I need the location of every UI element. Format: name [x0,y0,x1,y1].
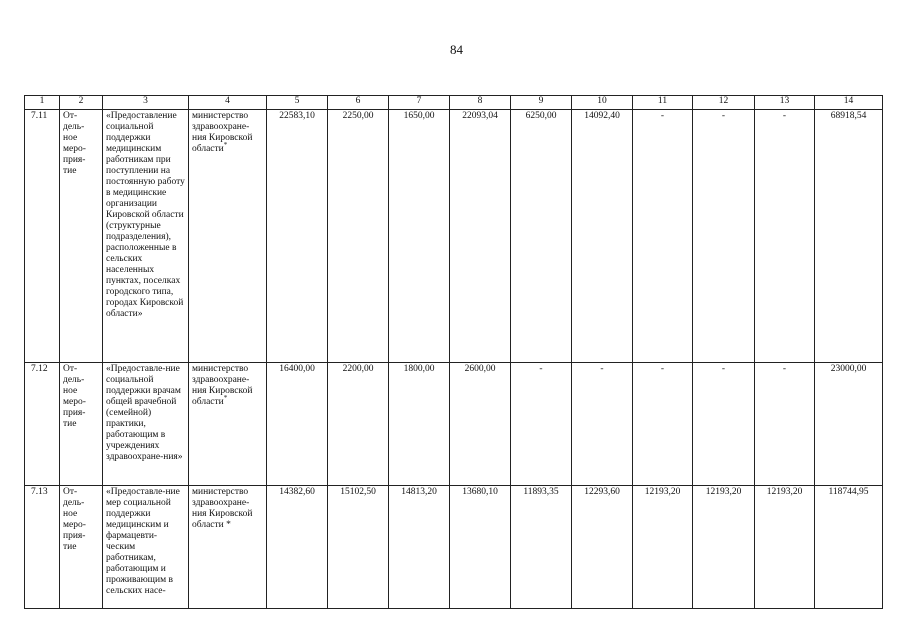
value-cell: - [633,363,693,486]
value-cell: - [572,363,633,486]
total-cell: 23000,00 [815,363,883,486]
value-cell: 2200,00 [328,363,389,486]
row-description: «Предоставле-ние мер социальной поддержки медицинским и фармацевти-ческим работникам, работающим и проживающим в сельских насе- [103,486,189,609]
column-number: 10 [572,96,633,110]
value-cell: 14813,20 [389,486,450,609]
column-number: 13 [755,96,815,110]
column-number: 9 [511,96,572,110]
executor-name: министерство здравоохране-ния Кировской области [192,364,253,407]
value-cell: 16400,00 [267,363,328,486]
total-cell: 118744,95 [815,486,883,609]
page-number: 84 [450,42,463,57]
footnote-mark: * [223,520,231,530]
row-code: 7.11 [25,110,60,363]
value-cell: 2250,00 [328,110,389,363]
value-cell: 1800,00 [389,363,450,486]
value-cell: 12193,20 [755,486,815,609]
column-number: 11 [633,96,693,110]
column-number: 3 [103,96,189,110]
value-cell: 15102,50 [328,486,389,609]
column-number: 4 [189,96,267,110]
row-executor [189,110,267,363]
value-cell: 14382,60 [267,486,328,609]
row-description: «Предоставление социальной поддержки медицинским работникам при поступлении на постоянную работу в медицинские организации Кировской области (структурные подразделения), расположенные в сельских населенных пунктах, поселках городского типа, городах Кировской области» [103,110,189,363]
column-number: 1 [25,96,60,110]
value-cell: 1650,00 [389,110,450,363]
footnote-mark: * [223,393,228,402]
column-number: 7 [389,96,450,110]
value-cell: - [755,110,815,363]
row-type: От- дель- ное меро- прия- тие [60,110,103,363]
value-cell: - [633,110,693,363]
value-cell: 22583,10 [267,110,328,363]
value-cell: 11893,35 [511,486,572,609]
total-cell: 68918,54 [815,110,883,363]
column-number: 6 [328,96,389,110]
column-number: 14 [815,96,883,110]
value-cell: 22093,04 [450,110,511,363]
row-description: «Предоставле-ние социальной поддержки врачам общей врачебной (семейной) практики, работающим в учреждениях здравоохране-ния» [103,363,189,486]
table-row [25,486,883,609]
program-table [24,95,883,609]
row-type: От- дель- ное меро- прия- тие [60,486,103,609]
executor-name: министерство здравоохране-ния Кировской области [192,487,253,530]
value-cell: 6250,00 [511,110,572,363]
value-cell: 12193,20 [633,486,693,609]
value-cell: 2600,00 [450,363,511,486]
value-cell: 13680,10 [450,486,511,609]
table-row [25,110,883,363]
row-type: От- дель- ное меро- прия- тие [60,363,103,486]
value-cell: 12293,60 [572,486,633,609]
executor-name: министерство здравоохране-ния Кировской области [192,111,253,154]
row-code: 7.12 [25,363,60,486]
column-number: 12 [693,96,755,110]
column-number: 8 [450,96,511,110]
footnote-mark: * [223,140,228,149]
value-cell: - [693,363,755,486]
row-code: 7.13 [25,486,60,609]
value-cell: - [755,363,815,486]
column-number-row [25,96,883,110]
column-number: 2 [60,96,103,110]
value-cell: 14092,40 [572,110,633,363]
column-number: 5 [267,96,328,110]
value-cell: 12193,20 [693,486,755,609]
table-row [25,363,883,486]
value-cell: - [511,363,572,486]
row-executor [189,486,267,609]
row-executor [189,363,267,486]
value-cell: - [693,110,755,363]
